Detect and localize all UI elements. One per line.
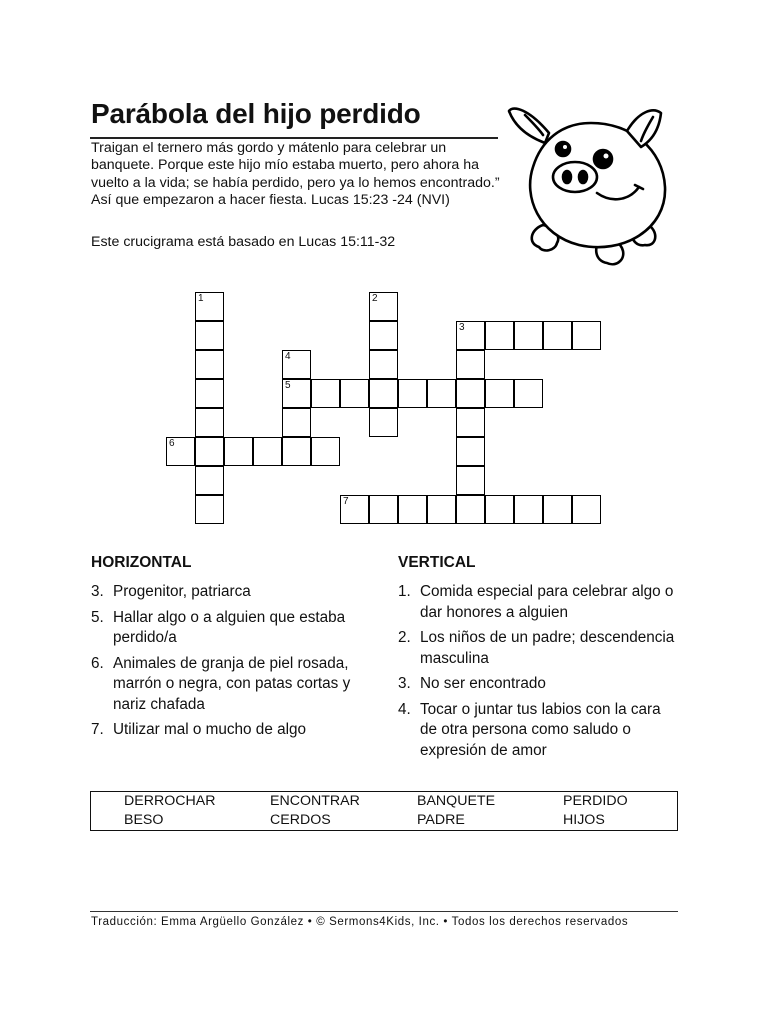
word-bank	[90, 791, 678, 831]
crossword-cell[interactable]	[369, 408, 398, 437]
clue-text: Hallar algo o a alguien que estaba perdido/a	[113, 608, 346, 646]
crossword-cell[interactable]	[543, 495, 572, 524]
crossword-cell[interactable]	[456, 408, 485, 437]
crossword-cell[interactable]	[456, 466, 485, 495]
clue-item	[398, 674, 678, 695]
crossword-cell[interactable]	[195, 495, 224, 524]
crossword-cell[interactable]	[282, 437, 311, 466]
clue-text: Comida especial para celebrar algo o dar honores a alguien	[420, 583, 674, 621]
crossword-cell[interactable]	[427, 495, 456, 524]
vertical-heading: VERTICAL	[398, 554, 476, 571]
crossword-cell[interactable]	[369, 321, 398, 350]
clue-number-label: 4	[285, 351, 291, 362]
clue-number-label: 7	[343, 496, 349, 507]
clue-item	[91, 582, 353, 603]
crossword-cell[interactable]	[369, 292, 398, 321]
crossword-cell[interactable]	[485, 495, 514, 524]
word-bank-word: HIJOS	[563, 812, 605, 828]
crossword-cell[interactable]	[195, 408, 224, 437]
word-bank-word: ENCONTRAR	[270, 793, 360, 809]
crossword-cell[interactable]	[340, 379, 369, 408]
word-bank-word: PERDIDO	[563, 793, 628, 809]
crossword-cell[interactable]	[369, 379, 398, 408]
clue-number: 3.	[398, 675, 411, 692]
word-bank-word: DERROCHAR	[124, 793, 216, 809]
pig-illustration	[505, 97, 681, 269]
crossword-cell[interactable]	[485, 379, 514, 408]
clue-item	[398, 582, 678, 623]
crossword-cell[interactable]	[166, 437, 195, 466]
crossword-cell[interactable]	[456, 321, 485, 350]
crossword-cell[interactable]	[282, 379, 311, 408]
title-divider	[90, 137, 498, 139]
clue-text: No ser encontrado	[420, 675, 546, 692]
crossword-cell[interactable]	[543, 321, 572, 350]
word-bank-word: BANQUETE	[417, 793, 496, 809]
clue-number-label: 2	[372, 293, 378, 304]
clue-text: Los niños de un padre; descendencia masculina	[420, 629, 675, 667]
clue-number: 2.	[398, 629, 411, 646]
crossword-cell[interactable]	[456, 495, 485, 524]
crossword-cell[interactable]	[253, 437, 282, 466]
horizontal-clues	[91, 582, 353, 746]
crossword-cell[interactable]	[195, 379, 224, 408]
clue-item	[91, 654, 353, 716]
crossword-cell[interactable]	[398, 495, 427, 524]
copyright-footer: Traducción: Emma Argüello González • © Sermons4Kids, Inc. • Todos los derechos reservados	[91, 916, 629, 928]
crossword-cell[interactable]	[195, 292, 224, 321]
word-bank-word: CERDOS	[270, 812, 331, 828]
crossword-cell[interactable]	[369, 495, 398, 524]
clue-text: Animales de granja de piel rosada, marrón o negra, con patas cortas y nariz chafada	[113, 654, 351, 713]
clue-text: Tocar o juntar tus labios con la cara de otra persona como saludo o expresión de amor	[420, 700, 661, 759]
clue-number-label: 5	[285, 380, 291, 391]
clue-number: 5.	[91, 608, 104, 626]
crossword-cell[interactable]	[195, 466, 224, 495]
word-bank-word: BESO	[124, 812, 164, 828]
vertical-clues	[398, 582, 678, 766]
crossword-cell[interactable]	[485, 321, 514, 350]
crossword-cell[interactable]	[456, 437, 485, 466]
crossword-cell[interactable]	[398, 379, 427, 408]
horizontal-heading: HORIZONTAL	[91, 554, 192, 571]
bible-verse: Traigan el ternero más gordo y mátenlo para celebrar un banquete. Porque este hijo mío estaba muerto, pero ahora ha vuelto a la vida; se había perdido, pero ya lo hemos encontrado.” Así que empezaron a hacer fiesta. Lucas 15:23 -24 (NVI)	[91, 140, 500, 208]
clue-item	[91, 720, 353, 741]
clue-number: 7.	[91, 721, 104, 738]
clue-number-label: 3	[459, 322, 465, 333]
crossword-cell[interactable]	[195, 350, 224, 379]
crossword-cell[interactable]	[311, 379, 340, 408]
clue-text: Utilizar mal o mucho de algo	[113, 721, 306, 738]
footer-divider	[90, 911, 678, 912]
crossword-cell[interactable]	[369, 350, 398, 379]
crossword-cell[interactable]	[195, 321, 224, 350]
clue-item	[91, 608, 353, 649]
word-bank-word: PADRE	[417, 812, 465, 828]
crossword-cell[interactable]	[572, 495, 601, 524]
clue-number: 1.	[398, 583, 411, 600]
crossword-cell[interactable]	[282, 350, 311, 379]
crossword-cell[interactable]	[224, 437, 253, 466]
clue-number: 3.	[91, 583, 104, 600]
crossword-cell[interactable]	[195, 437, 224, 466]
page-title: Parábola del hijo perdido	[91, 98, 421, 129]
clue-item	[398, 700, 678, 762]
crossword-cell[interactable]	[282, 408, 311, 437]
clue-number-label: 6	[169, 438, 175, 449]
crossword-cell[interactable]	[456, 379, 485, 408]
crossword-cell[interactable]	[514, 495, 543, 524]
clue-item	[398, 628, 678, 669]
clue-number-label: 1	[198, 293, 204, 304]
crossword-cell[interactable]	[514, 379, 543, 408]
clue-text: Progenitor, patriarca	[113, 583, 251, 600]
crossword-cell[interactable]	[427, 379, 456, 408]
clue-number: 4.	[398, 700, 411, 718]
crossword-cell[interactable]	[514, 321, 543, 350]
based-on-note: Este crucigrama está basado en Lucas 15:11-32	[91, 234, 396, 250]
crossword-cell[interactable]	[340, 495, 369, 524]
crossword-cell[interactable]	[456, 350, 485, 379]
crossword-cell[interactable]	[572, 321, 601, 350]
clue-number: 6.	[91, 654, 104, 672]
crossword-cell[interactable]	[311, 437, 340, 466]
